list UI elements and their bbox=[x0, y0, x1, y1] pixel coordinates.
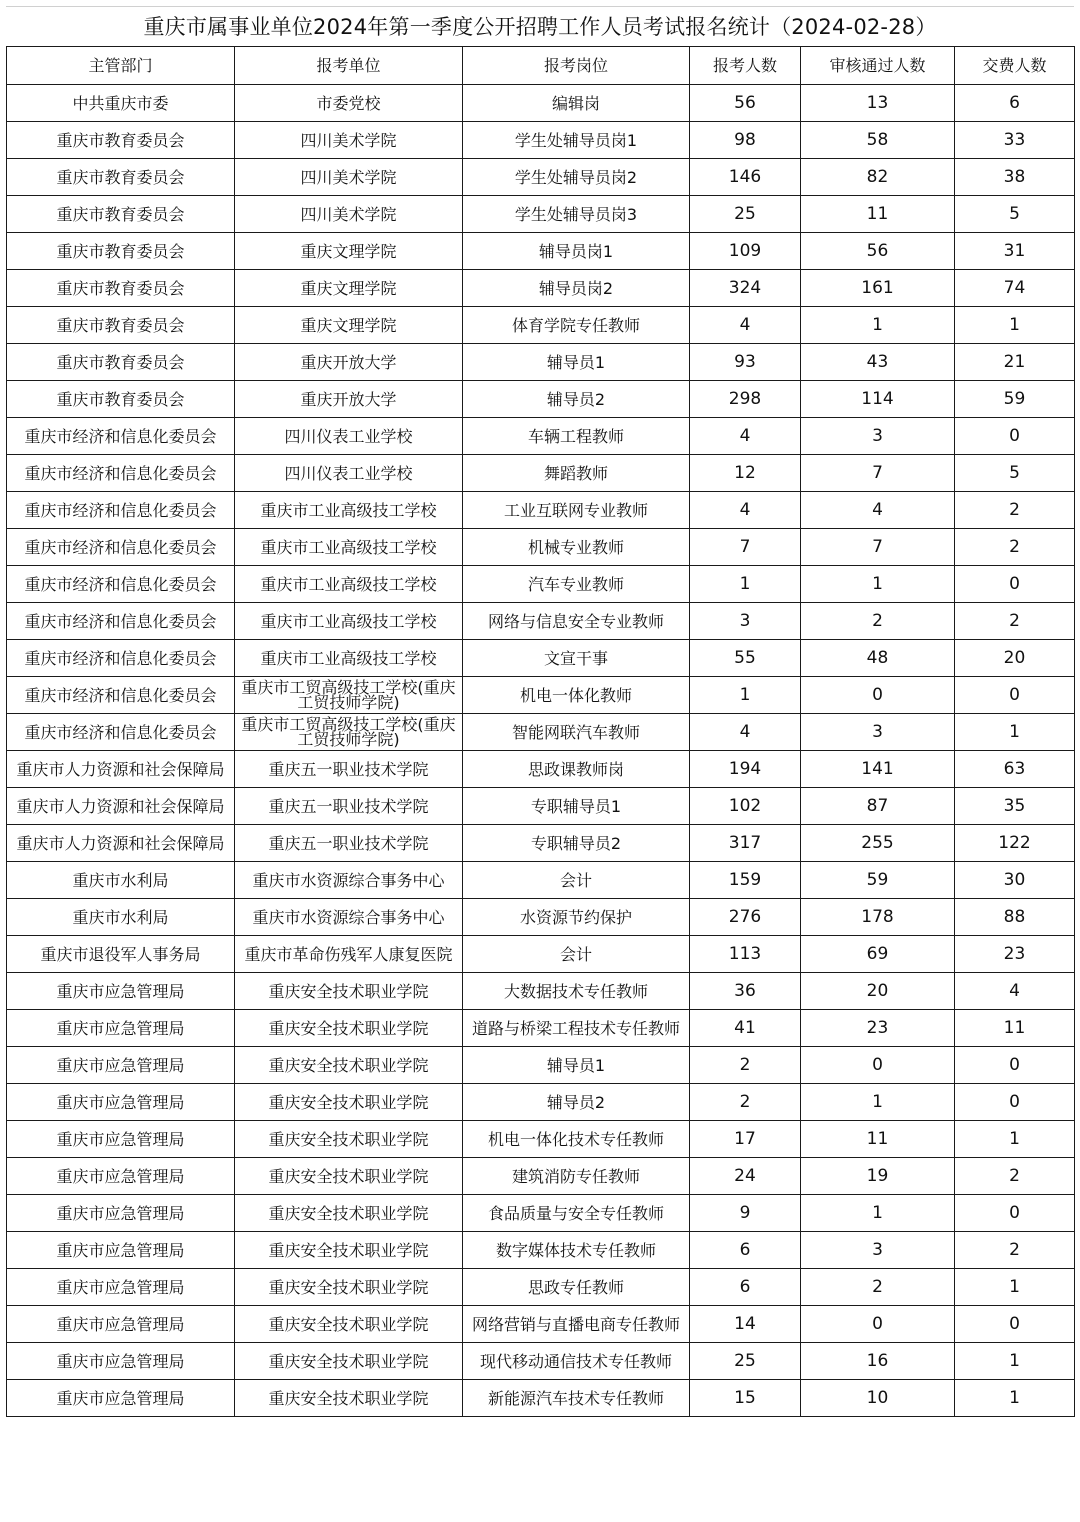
cell-department: 重庆市应急管理局 bbox=[7, 1343, 235, 1380]
cell-department: 重庆市应急管理局 bbox=[7, 1158, 235, 1195]
cell-paid: 0 bbox=[955, 566, 1075, 603]
cell-paid: 0 bbox=[955, 1306, 1075, 1343]
cell-applicants: 93 bbox=[690, 344, 801, 381]
cell-unit: 重庆文理学院 bbox=[235, 270, 463, 307]
cell-applicants: 17 bbox=[690, 1121, 801, 1158]
cell-department: 重庆市经济和信息化委员会 bbox=[7, 603, 235, 640]
cell-paid: 23 bbox=[955, 936, 1075, 973]
cell-approved: 1 bbox=[801, 1084, 955, 1121]
cell-unit: 重庆安全技术职业学院 bbox=[235, 1195, 463, 1232]
table-row bbox=[7, 196, 1075, 233]
cell-position: 体育学院专任教师 bbox=[463, 307, 690, 344]
cell-paid: 31 bbox=[955, 233, 1075, 270]
cell-department: 重庆市教育委员会 bbox=[7, 344, 235, 381]
cell-department: 重庆市教育委员会 bbox=[7, 381, 235, 418]
cell-paid: 1 bbox=[955, 1343, 1075, 1380]
cell-applicants: 298 bbox=[690, 381, 801, 418]
cell-approved: 58 bbox=[801, 122, 955, 159]
cell-department: 重庆市人力资源和社会保障局 bbox=[7, 825, 235, 862]
cell-unit: 重庆安全技术职业学院 bbox=[235, 1306, 463, 1343]
cell-approved: 82 bbox=[801, 159, 955, 196]
table-row bbox=[7, 344, 1075, 381]
cell-department: 重庆市经济和信息化委员会 bbox=[7, 418, 235, 455]
table-row bbox=[7, 1010, 1075, 1047]
cell-unit: 重庆五一职业技术学院 bbox=[235, 788, 463, 825]
table-row bbox=[7, 714, 1075, 751]
cell-department: 重庆市退役军人事务局 bbox=[7, 936, 235, 973]
table-row bbox=[7, 85, 1075, 122]
cell-applicants: 12 bbox=[690, 455, 801, 492]
table-row bbox=[7, 418, 1075, 455]
cell-approved: 13 bbox=[801, 85, 955, 122]
cell-applicants: 7 bbox=[690, 529, 801, 566]
table-row bbox=[7, 270, 1075, 307]
cell-position: 会计 bbox=[463, 936, 690, 973]
cell-department: 重庆市应急管理局 bbox=[7, 1195, 235, 1232]
cell-position: 专职辅导员2 bbox=[463, 825, 690, 862]
table-row bbox=[7, 566, 1075, 603]
cell-unit: 重庆开放大学 bbox=[235, 381, 463, 418]
cell-paid: 2 bbox=[955, 529, 1075, 566]
cell-paid: 21 bbox=[955, 344, 1075, 381]
cell-approved: 19 bbox=[801, 1158, 955, 1195]
cell-position: 食品质量与安全专任教师 bbox=[463, 1195, 690, 1232]
cell-paid: 2 bbox=[955, 1232, 1075, 1269]
cell-paid: 2 bbox=[955, 1158, 1075, 1195]
cell-position: 辅导员1 bbox=[463, 1047, 690, 1084]
cell-applicants: 324 bbox=[690, 270, 801, 307]
cell-approved: 23 bbox=[801, 1010, 955, 1047]
cell-department: 重庆市经济和信息化委员会 bbox=[7, 566, 235, 603]
cell-applicants: 6 bbox=[690, 1232, 801, 1269]
cell-department: 重庆市应急管理局 bbox=[7, 1084, 235, 1121]
cell-paid: 88 bbox=[955, 899, 1075, 936]
cell-unit: 重庆市工业高级技工学校 bbox=[235, 492, 463, 529]
cell-paid: 20 bbox=[955, 640, 1075, 677]
cell-approved: 1 bbox=[801, 307, 955, 344]
cell-unit: 市委党校 bbox=[235, 85, 463, 122]
cell-paid: 5 bbox=[955, 455, 1075, 492]
cell-department: 重庆市应急管理局 bbox=[7, 1232, 235, 1269]
cell-applicants: 15 bbox=[690, 1380, 801, 1417]
cell-paid: 1 bbox=[955, 307, 1075, 344]
table-row bbox=[7, 492, 1075, 529]
cell-position: 车辆工程教师 bbox=[463, 418, 690, 455]
cell-position: 辅导员1 bbox=[463, 344, 690, 381]
cell-department: 重庆市应急管理局 bbox=[7, 1306, 235, 1343]
table-row bbox=[7, 899, 1075, 936]
registration-table bbox=[6, 46, 1075, 1417]
cell-applicants: 14 bbox=[690, 1306, 801, 1343]
cell-unit: 重庆安全技术职业学院 bbox=[235, 1121, 463, 1158]
cell-department: 重庆市水利局 bbox=[7, 899, 235, 936]
cell-position: 机电一体化技术专任教师 bbox=[463, 1121, 690, 1158]
cell-position: 道路与桥梁工程技术专任教师 bbox=[463, 1010, 690, 1047]
cell-approved: 0 bbox=[801, 677, 955, 714]
cell-position: 思政专任教师 bbox=[463, 1269, 690, 1306]
cell-position: 机械专业教师 bbox=[463, 529, 690, 566]
cell-unit: 四川美术学院 bbox=[235, 196, 463, 233]
cell-applicants: 41 bbox=[690, 1010, 801, 1047]
table-row bbox=[7, 1084, 1075, 1121]
table-body bbox=[7, 85, 1075, 1417]
table-row bbox=[7, 1380, 1075, 1417]
cell-position: 机电一体化教师 bbox=[463, 677, 690, 714]
cell-department: 重庆市应急管理局 bbox=[7, 1121, 235, 1158]
cell-unit: 重庆安全技术职业学院 bbox=[235, 1343, 463, 1380]
cell-position: 建筑消防专任教师 bbox=[463, 1158, 690, 1195]
cell-department: 中共重庆市委 bbox=[7, 85, 235, 122]
cell-unit: 重庆市工贸高级技工学校(重庆工贸技师学院) bbox=[235, 677, 463, 714]
table-row bbox=[7, 233, 1075, 270]
cell-position: 学生处辅导员岗2 bbox=[463, 159, 690, 196]
cell-department: 重庆市经济和信息化委员会 bbox=[7, 677, 235, 714]
cell-unit: 重庆市水资源综合事务中心 bbox=[235, 862, 463, 899]
cell-approved: 3 bbox=[801, 714, 955, 751]
cell-applicants: 102 bbox=[690, 788, 801, 825]
cell-department: 重庆市应急管理局 bbox=[7, 1380, 235, 1417]
header-department: 主管部门 bbox=[7, 47, 235, 85]
cell-unit: 重庆五一职业技术学院 bbox=[235, 751, 463, 788]
cell-position: 学生处辅导员岗1 bbox=[463, 122, 690, 159]
table-row bbox=[7, 1195, 1075, 1232]
cell-approved: 10 bbox=[801, 1380, 955, 1417]
cell-paid: 0 bbox=[955, 677, 1075, 714]
table-row bbox=[7, 640, 1075, 677]
table-row bbox=[7, 529, 1075, 566]
cell-position: 思政课教师岗 bbox=[463, 751, 690, 788]
cell-approved: 141 bbox=[801, 751, 955, 788]
cell-department: 重庆市教育委员会 bbox=[7, 270, 235, 307]
cell-paid: 38 bbox=[955, 159, 1075, 196]
header-position: 报考岗位 bbox=[463, 47, 690, 85]
cell-position: 辅导员岗2 bbox=[463, 270, 690, 307]
cell-position: 智能网联汽车教师 bbox=[463, 714, 690, 751]
cell-department: 重庆市经济和信息化委员会 bbox=[7, 640, 235, 677]
table-row bbox=[7, 825, 1075, 862]
table-row bbox=[7, 122, 1075, 159]
cell-applicants: 276 bbox=[690, 899, 801, 936]
cell-paid: 0 bbox=[955, 1195, 1075, 1232]
cell-paid: 0 bbox=[955, 418, 1075, 455]
cell-department: 重庆市经济和信息化委员会 bbox=[7, 492, 235, 529]
header-applicants: 报考人数 bbox=[690, 47, 801, 85]
table-row bbox=[7, 1306, 1075, 1343]
cell-approved: 4 bbox=[801, 492, 955, 529]
cell-department: 重庆市人力资源和社会保障局 bbox=[7, 751, 235, 788]
cell-paid: 33 bbox=[955, 122, 1075, 159]
cell-approved: 7 bbox=[801, 529, 955, 566]
cell-position: 专职辅导员1 bbox=[463, 788, 690, 825]
cell-approved: 2 bbox=[801, 603, 955, 640]
cell-position: 新能源汽车技术专任教师 bbox=[463, 1380, 690, 1417]
header-unit: 报考单位 bbox=[235, 47, 463, 85]
cell-applicants: 109 bbox=[690, 233, 801, 270]
cell-position: 现代移动通信技术专任教师 bbox=[463, 1343, 690, 1380]
cell-position: 辅导员岗1 bbox=[463, 233, 690, 270]
cell-approved: 255 bbox=[801, 825, 955, 862]
cell-unit: 重庆安全技术职业学院 bbox=[235, 1010, 463, 1047]
cell-unit: 重庆五一职业技术学院 bbox=[235, 825, 463, 862]
cell-applicants: 146 bbox=[690, 159, 801, 196]
cell-department: 重庆市人力资源和社会保障局 bbox=[7, 788, 235, 825]
cell-unit: 重庆安全技术职业学院 bbox=[235, 1269, 463, 1306]
cell-paid: 122 bbox=[955, 825, 1075, 862]
table-row bbox=[7, 1232, 1075, 1269]
cell-applicants: 194 bbox=[690, 751, 801, 788]
header-row bbox=[7, 47, 1075, 85]
table-row bbox=[7, 159, 1075, 196]
cell-unit: 重庆市工业高级技工学校 bbox=[235, 566, 463, 603]
cell-unit: 重庆文理学院 bbox=[235, 307, 463, 344]
cell-approved: 59 bbox=[801, 862, 955, 899]
cell-applicants: 56 bbox=[690, 85, 801, 122]
cell-approved: 1 bbox=[801, 1195, 955, 1232]
cell-unit: 重庆安全技术职业学院 bbox=[235, 1232, 463, 1269]
cell-approved: 0 bbox=[801, 1306, 955, 1343]
cell-unit: 四川美术学院 bbox=[235, 122, 463, 159]
table-row bbox=[7, 1343, 1075, 1380]
cell-paid: 1 bbox=[955, 1269, 1075, 1306]
cell-department: 重庆市教育委员会 bbox=[7, 233, 235, 270]
cell-approved: 20 bbox=[801, 973, 955, 1010]
cell-paid: 35 bbox=[955, 788, 1075, 825]
cell-approved: 11 bbox=[801, 196, 955, 233]
cell-department: 重庆市水利局 bbox=[7, 862, 235, 899]
cell-approved: 87 bbox=[801, 788, 955, 825]
cell-position: 辅导员2 bbox=[463, 381, 690, 418]
header-paid: 交费人数 bbox=[955, 47, 1075, 85]
cell-unit: 四川仪表工业学校 bbox=[235, 418, 463, 455]
cell-applicants: 3 bbox=[690, 603, 801, 640]
cell-paid: 2 bbox=[955, 492, 1075, 529]
cell-applicants: 25 bbox=[690, 196, 801, 233]
cell-paid: 1 bbox=[955, 1121, 1075, 1158]
cell-department: 重庆市教育委员会 bbox=[7, 196, 235, 233]
cell-applicants: 98 bbox=[690, 122, 801, 159]
cell-unit: 重庆市革命伤残军人康复医院 bbox=[235, 936, 463, 973]
cell-applicants: 4 bbox=[690, 307, 801, 344]
cell-position: 会计 bbox=[463, 862, 690, 899]
cell-approved: 69 bbox=[801, 936, 955, 973]
cell-approved: 161 bbox=[801, 270, 955, 307]
table-row bbox=[7, 936, 1075, 973]
cell-unit: 重庆文理学院 bbox=[235, 233, 463, 270]
table-row bbox=[7, 381, 1075, 418]
cell-unit: 重庆市工贸高级技工学校(重庆工贸技师学院) bbox=[235, 714, 463, 751]
cell-unit: 重庆市水资源综合事务中心 bbox=[235, 899, 463, 936]
cell-paid: 5 bbox=[955, 196, 1075, 233]
cell-approved: 48 bbox=[801, 640, 955, 677]
cell-unit: 重庆安全技术职业学院 bbox=[235, 1380, 463, 1417]
cell-position: 水资源节约保护 bbox=[463, 899, 690, 936]
cell-approved: 1 bbox=[801, 566, 955, 603]
table-row bbox=[7, 1121, 1075, 1158]
cell-unit: 重庆安全技术职业学院 bbox=[235, 1047, 463, 1084]
cell-paid: 0 bbox=[955, 1084, 1075, 1121]
cell-department: 重庆市应急管理局 bbox=[7, 1010, 235, 1047]
cell-unit: 重庆开放大学 bbox=[235, 344, 463, 381]
cell-applicants: 4 bbox=[690, 418, 801, 455]
cell-paid: 1 bbox=[955, 714, 1075, 751]
cell-applicants: 317 bbox=[690, 825, 801, 862]
cell-position: 大数据技术专任教师 bbox=[463, 973, 690, 1010]
table-row bbox=[7, 1047, 1075, 1084]
cell-approved: 178 bbox=[801, 899, 955, 936]
cell-position: 汽车专业教师 bbox=[463, 566, 690, 603]
cell-position: 网络与信息安全专业教师 bbox=[463, 603, 690, 640]
cell-paid: 6 bbox=[955, 85, 1075, 122]
cell-department: 重庆市经济和信息化委员会 bbox=[7, 529, 235, 566]
cell-applicants: 9 bbox=[690, 1195, 801, 1232]
cell-approved: 11 bbox=[801, 1121, 955, 1158]
cell-department: 重庆市应急管理局 bbox=[7, 1269, 235, 1306]
cell-applicants: 55 bbox=[690, 640, 801, 677]
table-row bbox=[7, 455, 1075, 492]
cell-paid: 2 bbox=[955, 603, 1075, 640]
cell-department: 重庆市应急管理局 bbox=[7, 973, 235, 1010]
cell-department: 重庆市经济和信息化委员会 bbox=[7, 714, 235, 751]
cell-paid: 11 bbox=[955, 1010, 1075, 1047]
header-approved: 审核通过人数 bbox=[801, 47, 955, 85]
cell-approved: 3 bbox=[801, 418, 955, 455]
cell-position: 编辑岗 bbox=[463, 85, 690, 122]
cell-approved: 7 bbox=[801, 455, 955, 492]
cell-approved: 16 bbox=[801, 1343, 955, 1380]
table-row bbox=[7, 973, 1075, 1010]
cell-applicants: 1 bbox=[690, 677, 801, 714]
cell-position: 文宣干事 bbox=[463, 640, 690, 677]
cell-department: 重庆市应急管理局 bbox=[7, 1047, 235, 1084]
cell-paid: 0 bbox=[955, 1047, 1075, 1084]
cell-unit: 重庆市工业高级技工学校 bbox=[235, 529, 463, 566]
cell-unit: 四川美术学院 bbox=[235, 159, 463, 196]
cell-paid: 30 bbox=[955, 862, 1075, 899]
cell-approved: 43 bbox=[801, 344, 955, 381]
cell-applicants: 25 bbox=[690, 1343, 801, 1380]
cell-approved: 0 bbox=[801, 1047, 955, 1084]
cell-unit: 重庆安全技术职业学院 bbox=[235, 1158, 463, 1195]
cell-paid: 4 bbox=[955, 973, 1075, 1010]
cell-paid: 74 bbox=[955, 270, 1075, 307]
cell-position: 辅导员2 bbox=[463, 1084, 690, 1121]
cell-applicants: 36 bbox=[690, 973, 801, 1010]
cell-position: 工业互联网专业教师 bbox=[463, 492, 690, 529]
cell-applicants: 1 bbox=[690, 566, 801, 603]
cell-department: 重庆市教育委员会 bbox=[7, 307, 235, 344]
table-row bbox=[7, 788, 1075, 825]
cell-position: 学生处辅导员岗3 bbox=[463, 196, 690, 233]
cell-approved: 3 bbox=[801, 1232, 955, 1269]
cell-paid: 59 bbox=[955, 381, 1075, 418]
cell-applicants: 6 bbox=[690, 1269, 801, 1306]
table-row bbox=[7, 307, 1075, 344]
cell-department: 重庆市教育委员会 bbox=[7, 159, 235, 196]
cell-unit: 重庆安全技术职业学院 bbox=[235, 1084, 463, 1121]
cell-applicants: 2 bbox=[690, 1084, 801, 1121]
cell-applicants: 159 bbox=[690, 862, 801, 899]
cell-applicants: 4 bbox=[690, 492, 801, 529]
table-row bbox=[7, 603, 1075, 640]
cell-position: 数字媒体技术专任教师 bbox=[463, 1232, 690, 1269]
table-row bbox=[7, 862, 1075, 899]
cell-paid: 63 bbox=[955, 751, 1075, 788]
table-row bbox=[7, 1158, 1075, 1195]
cell-paid: 1 bbox=[955, 1380, 1075, 1417]
cell-applicants: 24 bbox=[690, 1158, 801, 1195]
cell-unit: 重庆安全技术职业学院 bbox=[235, 973, 463, 1010]
cell-approved: 56 bbox=[801, 233, 955, 270]
cell-approved: 2 bbox=[801, 1269, 955, 1306]
table-row bbox=[7, 751, 1075, 788]
page-title: 重庆市属事业单位2024年第一季度公开招聘工作人员考试报名统计（2024-02-28） bbox=[6, 6, 1074, 46]
table-row bbox=[7, 677, 1075, 714]
cell-applicants: 4 bbox=[690, 714, 801, 751]
cell-unit: 四川仪表工业学校 bbox=[235, 455, 463, 492]
table-row bbox=[7, 1269, 1075, 1306]
cell-approved: 114 bbox=[801, 381, 955, 418]
cell-department: 重庆市教育委员会 bbox=[7, 122, 235, 159]
registration-sheet bbox=[6, 6, 1074, 1417]
cell-position: 舞蹈教师 bbox=[463, 455, 690, 492]
cell-applicants: 2 bbox=[690, 1047, 801, 1084]
cell-applicants: 113 bbox=[690, 936, 801, 973]
cell-unit: 重庆市工业高级技工学校 bbox=[235, 603, 463, 640]
cell-department: 重庆市经济和信息化委员会 bbox=[7, 455, 235, 492]
cell-unit: 重庆市工业高级技工学校 bbox=[235, 640, 463, 677]
cell-position: 网络营销与直播电商专任教师 bbox=[463, 1306, 690, 1343]
